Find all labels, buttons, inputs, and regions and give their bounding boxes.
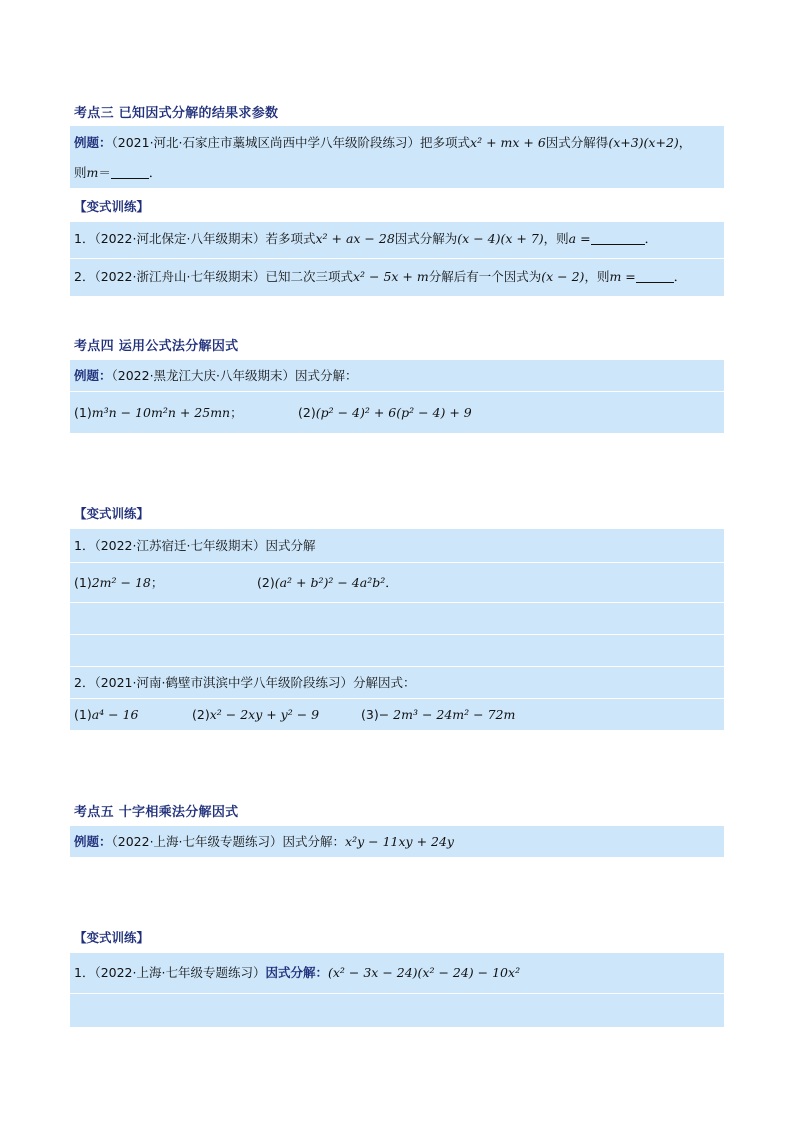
example-source: （2022·上海·七年级专题练习）因式分解： (111, 834, 346, 849)
q1-answer-blank[interactable] (591, 232, 645, 245)
section4-example-line1 (74, 367, 358, 385)
equals: ＝ (98, 165, 111, 180)
divider (70, 258, 724, 259)
part2-expression: (p² − 4)² + 6(p² − 4) + 9 (315, 405, 472, 420)
example-source: （2021·河北·石家庄市藁城区尚西中学八年级阶段练习）把多项式 (111, 135, 471, 150)
q2-expression: x² − 5x + m (352, 269, 429, 284)
section4-q2-part1 (74, 706, 139, 724)
section3-heading: 考点三 已知因式分解的结果求参数 (74, 106, 279, 121)
q2-part2-expression: x² − 2xy + y² − 9 (209, 707, 320, 722)
q1-expression: (x² − 3x − 24)(x² − 24) − 10x² (327, 965, 521, 980)
example-result: (x+3)(x+2) (608, 135, 679, 150)
var-m: m (86, 165, 99, 180)
section4-q2-part3 (361, 706, 515, 724)
q1-mid: 因式分解为 (394, 231, 458, 246)
part-end: ； (150, 575, 164, 590)
q1-instruction: 因式分解： (265, 965, 328, 980)
section3-q2 (74, 268, 686, 286)
q2-answer-blank[interactable] (636, 270, 674, 283)
q1-source: 1．（2022·河北保定·八年级期末）若多项式 (74, 231, 316, 246)
part1-end: ； (230, 405, 243, 420)
answer-blank[interactable] (111, 166, 149, 179)
example-expression: x² + mx + 6 (470, 135, 546, 150)
part1-expression: m³n − 10m²n + 25mn (91, 405, 231, 420)
part-number: (2) (298, 405, 316, 420)
part-number: (1) (74, 575, 92, 590)
section3-variant-heading: 【变式训练】 (74, 199, 150, 214)
period: ． (148, 165, 162, 180)
example-expression: x²y − 11xy + 24y (345, 834, 454, 849)
section3-q1 (74, 230, 657, 248)
q1-then: ，则 (543, 231, 569, 246)
section5-example-line (74, 833, 454, 851)
divider (70, 391, 724, 392)
part-number: (3) (361, 707, 379, 722)
q1-part2-expression: (a² + b²)² − 4a²b² (274, 575, 386, 590)
section5-heading: 考点五 十字相乘法分解因式 (74, 805, 239, 820)
q1-factor: (x − 4)(x + 7) (457, 231, 544, 246)
q2-end: ． (673, 269, 687, 284)
divider (70, 993, 724, 994)
example-label: 例题： (74, 834, 112, 849)
then-text: 则 (74, 165, 87, 180)
section4-example-part2 (298, 404, 472, 422)
divider (70, 602, 724, 603)
q2-factor: (x − 2) (541, 269, 585, 284)
section5-q1 (74, 964, 520, 982)
section5-variant-heading: 【变式训练】 (74, 930, 150, 945)
q2-then: ，则 (584, 269, 610, 284)
q1-source: 1．（2022·上海·七年级专题练习） (74, 965, 266, 980)
divider (70, 634, 724, 635)
section3-example-line1 (74, 134, 691, 152)
section4-q1-part1 (74, 574, 163, 592)
q2-part3-expression: − 2m³ − 24m² − 72m (378, 707, 516, 722)
section4-q2-part2 (192, 706, 319, 724)
section4-q1: 1．（2022·江苏宿迁·七年级期末）因式分解 (74, 538, 316, 553)
q1-part1-expression: 2m² − 18 (91, 575, 151, 590)
divider (70, 666, 724, 667)
q1-var: a = (568, 231, 591, 246)
q2-var: m = (609, 269, 636, 284)
q2-part1-expression: a⁴ − 16 (91, 707, 139, 722)
example-source: （2022·黑龙江大庆·八年级期末）因式分解： (111, 368, 358, 383)
section4-variant-heading: 【变式训练】 (74, 506, 150, 521)
section4-q2: 2．（2021·河南·鹤壁市淇滨中学八年级阶段练习）分解因式： (74, 675, 416, 690)
section4-example-part1 (74, 404, 243, 422)
q1-expression: x² + ax − 28 (315, 231, 395, 246)
section3-example-line2 (74, 164, 161, 182)
part-number: (1) (74, 707, 92, 722)
divider (70, 562, 724, 563)
example-label: 例题： (74, 368, 112, 383)
section4-q1-part2 (257, 574, 398, 592)
example-text2: 因式分解得 (545, 135, 609, 150)
example-label: 例题： (74, 135, 112, 150)
part-number: (1) (74, 405, 92, 420)
section4-variant-box (70, 529, 724, 730)
example-tail: ， (678, 135, 692, 150)
part-number: (2) (257, 575, 275, 590)
q2-mid: 分解后有一个因式为 (428, 269, 542, 284)
part-end: ． (385, 575, 398, 590)
q1-end: ． (644, 231, 658, 246)
part-number: (2) (192, 707, 210, 722)
q2-source: 2．（2022·浙江舟山·七年级期末）已知二次三项式 (74, 269, 353, 284)
section4-heading: 考点四 运用公式法分解因式 (74, 339, 239, 354)
divider (70, 698, 724, 699)
